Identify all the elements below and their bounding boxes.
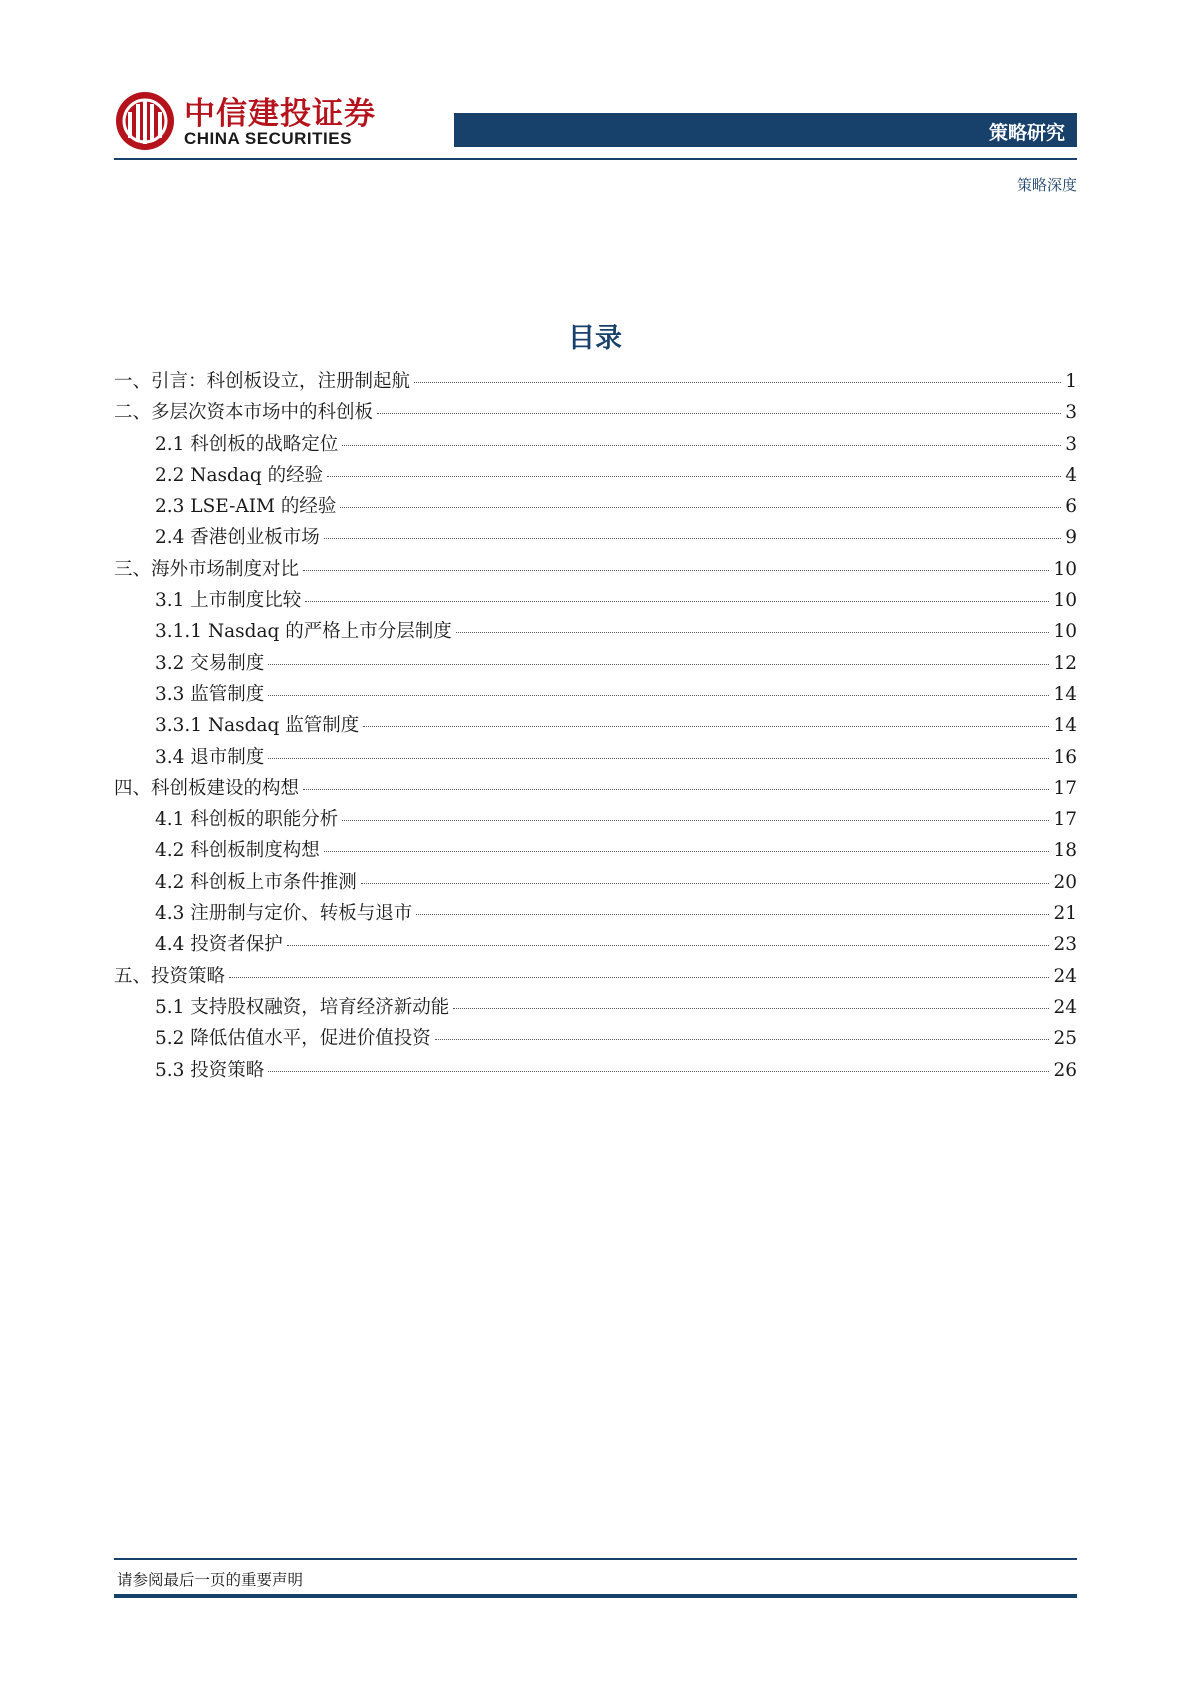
- toc-leader-dots: [268, 758, 1049, 759]
- section-label: 策略研究: [988, 122, 1065, 144]
- toc-entry-page: 25: [1053, 1028, 1077, 1050]
- toc-entry[interactable]: [114, 523, 1077, 554]
- toc-entry[interactable]: [114, 743, 1077, 774]
- toc-entry-label: 4.2 科创板制度构想: [155, 840, 320, 862]
- toc-leader-dots: [268, 1071, 1049, 1072]
- toc-entry[interactable]: [114, 1024, 1077, 1055]
- company-name-cn: 中信建投证券: [184, 96, 376, 132]
- toc-leader-dots: [324, 538, 1061, 539]
- toc-entry[interactable]: [114, 962, 1077, 993]
- header-divider: [114, 158, 1077, 160]
- toc-entry-page: 16: [1053, 746, 1077, 768]
- toc-entry-label: 二、多层次资本市场中的科创板: [114, 402, 374, 424]
- toc-entry-label: 4.1 科创板的职能分析: [155, 809, 339, 831]
- toc-entry[interactable]: [114, 868, 1077, 899]
- toc-entry-label: 4.2 科创板上市条件推测: [155, 871, 357, 893]
- toc-entry-page: 23: [1053, 934, 1077, 956]
- toc-entry-page: 24: [1053, 996, 1077, 1018]
- toc-entry[interactable]: [114, 993, 1077, 1024]
- section-banner: [454, 113, 1077, 147]
- china-securities-logo-icon: [114, 90, 176, 152]
- toc-entry[interactable]: [114, 617, 1077, 648]
- toc-entry-page: 4: [1065, 464, 1077, 486]
- toc-entry[interactable]: [114, 461, 1077, 492]
- toc-entry[interactable]: [114, 398, 1077, 429]
- toc-leader-dots: [377, 413, 1061, 414]
- toc-leader-dots: [342, 445, 1061, 446]
- toc-leader-dots: [361, 883, 1050, 884]
- toc-leader-dots: [305, 601, 1049, 602]
- toc-entry-page: 17: [1053, 777, 1077, 799]
- footer-divider-bottom: [114, 1594, 1077, 1598]
- toc-entry[interactable]: [114, 774, 1077, 805]
- toc-entry[interactable]: [114, 930, 1077, 961]
- toc-entry[interactable]: [114, 836, 1077, 867]
- toc-entry-page: 26: [1053, 1059, 1077, 1081]
- toc-entry-label: 三、海外市场制度对比: [114, 558, 300, 580]
- footer-disclaimer: 请参阅最后一页的重要声明: [117, 1571, 304, 1589]
- toc-entry[interactable]: [114, 586, 1077, 617]
- toc-leader-dots: [456, 632, 1050, 633]
- toc-entry-page: 20: [1053, 871, 1077, 893]
- toc-entry-label: 五、投资策略: [114, 965, 226, 987]
- toc-entry[interactable]: [114, 899, 1077, 930]
- toc-entry-page: 10: [1053, 558, 1077, 580]
- toc-entry-label: 4.3 注册制与定价、转板与退市: [155, 903, 413, 925]
- toc-entry[interactable]: [114, 367, 1077, 398]
- toc-entry-page: 24: [1053, 965, 1077, 987]
- toc-leader-dots: [287, 945, 1050, 946]
- toc-leader-dots: [229, 977, 1049, 978]
- toc-entry-page: 10: [1053, 621, 1077, 643]
- toc-leader-dots: [268, 695, 1049, 696]
- toc-entry[interactable]: [114, 1056, 1077, 1087]
- toc-entry-page: 9: [1065, 527, 1077, 549]
- toc-entry-label: 一、引言：科创板设立，注册制起航: [114, 371, 411, 392]
- toc-entry-label: 3.3.1 Nasdaq 监管制度: [155, 715, 360, 737]
- toc-entry-page: 14: [1053, 715, 1077, 737]
- toc-entry[interactable]: [114, 680, 1077, 711]
- toc-leader-dots: [435, 1039, 1050, 1040]
- toc-entry-label: 2.3 LSE-AIM 的经验: [155, 496, 337, 518]
- toc-leader-dots: [324, 851, 1050, 852]
- toc-entry[interactable]: [114, 649, 1077, 680]
- toc-entry-page: 3: [1065, 433, 1077, 455]
- company-name-en: CHINA SECURITIES: [184, 129, 352, 148]
- toc-leader-dots: [327, 476, 1061, 477]
- toc-entry[interactable]: [114, 430, 1077, 461]
- toc-entry-page: 17: [1053, 809, 1077, 831]
- toc-leader-dots: [303, 789, 1049, 790]
- toc-entry-label: 3.1.1 Nasdaq 的严格上市分层制度: [155, 621, 452, 643]
- toc-leader-dots: [363, 726, 1049, 727]
- toc-entry-label: 3.3 监管制度: [155, 683, 265, 705]
- toc-leader-dots: [453, 1008, 1049, 1009]
- toc-title: 目录: [568, 323, 622, 354]
- toc-entry-label: 5.2 降低估值水平，促进价值投资: [155, 1028, 431, 1050]
- toc-entry-label: 3.1 上市制度比较: [155, 590, 302, 612]
- toc-entry-page: 3: [1065, 402, 1077, 424]
- toc-entry-label: 3.4 退市制度: [155, 746, 265, 768]
- toc-entry-page: 10: [1053, 590, 1077, 612]
- toc-entry[interactable]: [114, 555, 1077, 586]
- toc-entry[interactable]: [114, 711, 1077, 742]
- toc-entry-page: 6: [1065, 496, 1077, 518]
- toc-entry-label: 4.4 投资者保护: [155, 934, 283, 956]
- toc-entry-page: 21: [1053, 903, 1077, 925]
- toc-entry-label: 2.2 Nasdaq 的经验: [155, 464, 324, 486]
- toc-entry-label: 5.1 支持股权融资，培育经济新动能: [155, 996, 450, 1018]
- toc-leader-dots: [414, 382, 1061, 383]
- toc-leader-dots: [342, 820, 1049, 821]
- footer-divider-top: [114, 1558, 1077, 1560]
- toc-leader-dots: [340, 507, 1061, 508]
- toc-entry[interactable]: [114, 492, 1077, 523]
- toc-entry-page: 14: [1053, 683, 1077, 705]
- toc-entry-label: 四、科创板建设的构想: [114, 777, 300, 799]
- toc-leader-dots: [416, 914, 1049, 915]
- toc-entry-label: 2.4 香港创业板市场: [155, 527, 320, 549]
- table-of-contents: [114, 367, 1077, 1087]
- toc-entry-label: 3.2 交易制度: [155, 652, 265, 674]
- toc-leader-dots: [268, 664, 1049, 665]
- toc-entry-page: 12: [1053, 652, 1077, 674]
- toc-entry[interactable]: [114, 805, 1077, 836]
- toc-entry-page: 18: [1053, 840, 1077, 862]
- toc-leader-dots: [303, 570, 1049, 571]
- toc-entry-label: 2.1 科创板的战略定位: [155, 433, 339, 455]
- toc-entry-page: 1: [1065, 371, 1077, 392]
- report-type: 策略深度: [1016, 176, 1077, 194]
- toc-entry-label: 5.3 投资策略: [155, 1059, 265, 1081]
